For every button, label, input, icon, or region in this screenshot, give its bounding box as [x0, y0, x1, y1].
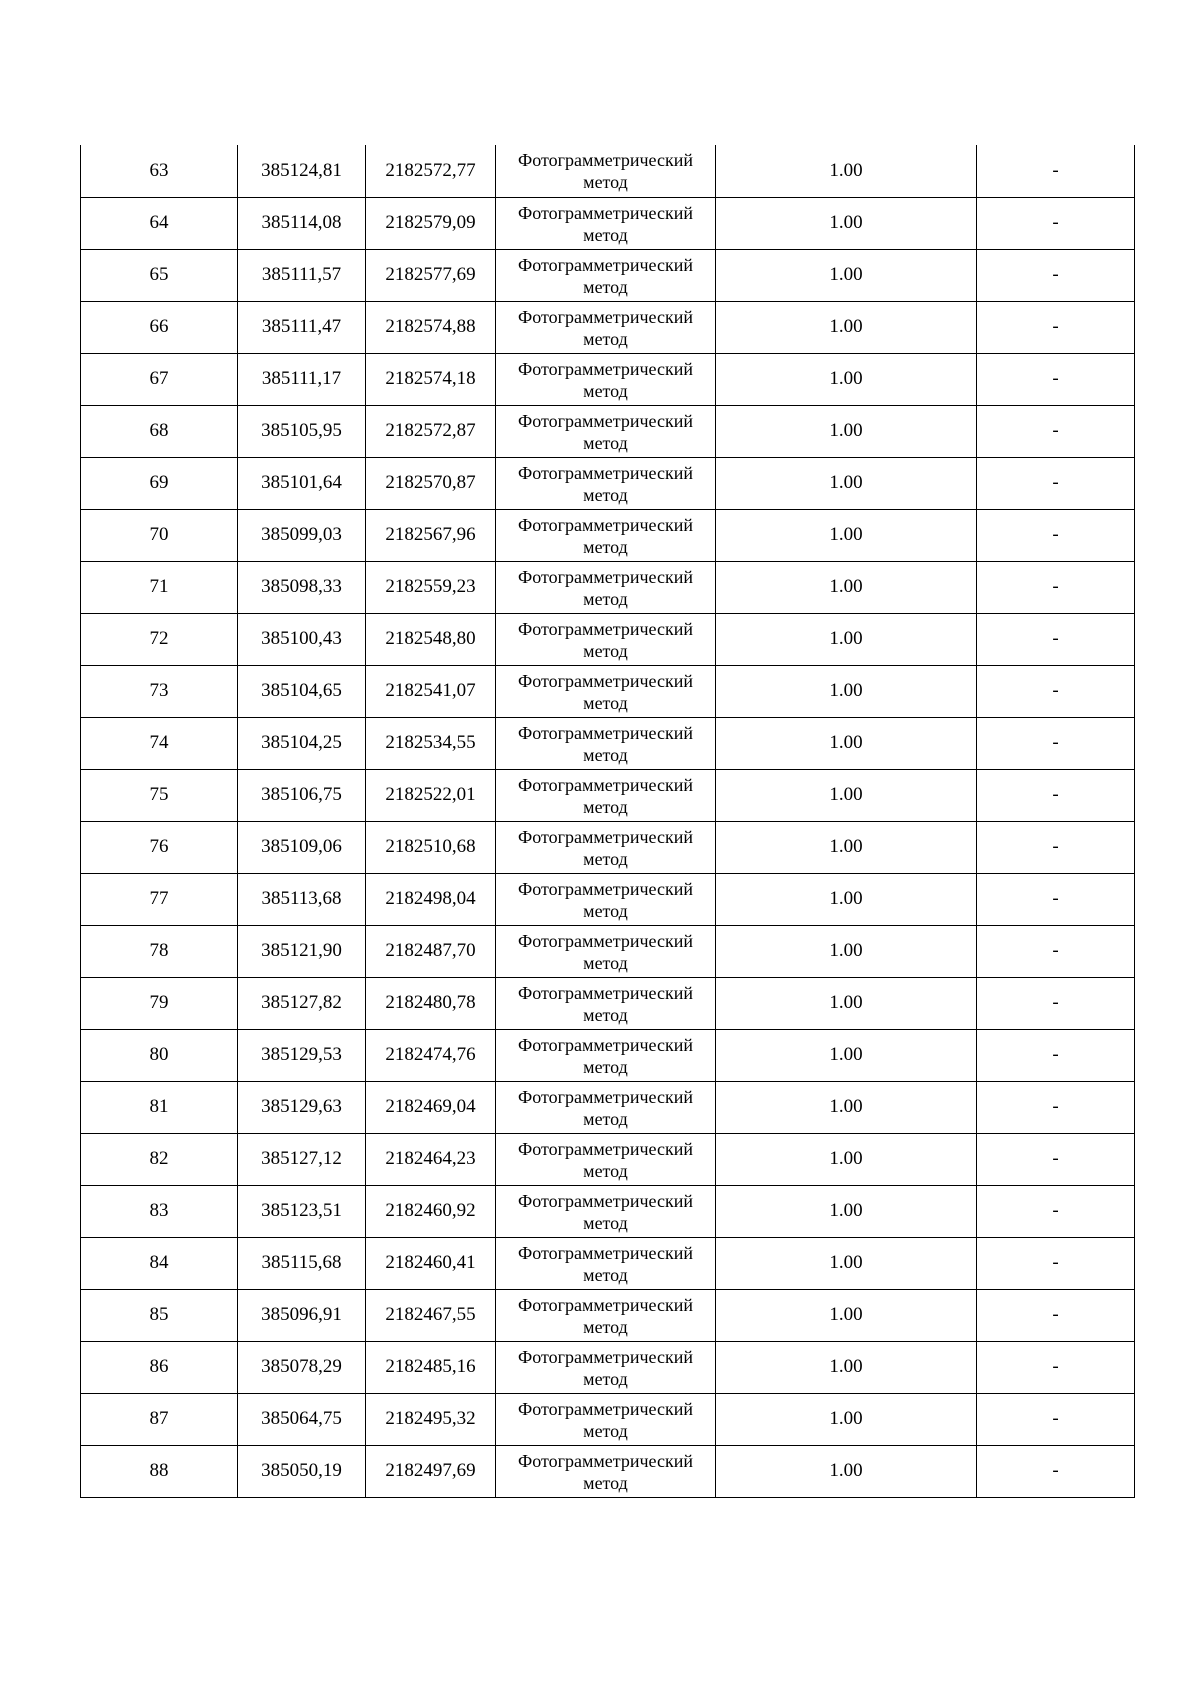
method-line-1: Фотограмметрический [518, 1346, 693, 1367]
point-number-cell: 78 [81, 925, 238, 977]
point-number-cell: 79 [81, 977, 238, 1029]
y-coordinate-cell: 2182570,87 [366, 457, 496, 509]
precision-cell: 1.00 [716, 1289, 977, 1341]
method-line-2: метод [583, 276, 628, 297]
method-line-1: Фотограмметрический [518, 930, 693, 951]
method-line-1: Фотограмметрический [518, 1034, 693, 1055]
table-row [81, 665, 1135, 717]
method-line-1: Фотограмметрический [518, 722, 693, 743]
method-cell [496, 821, 716, 873]
method-line-1: Фотограмметрический [518, 514, 693, 535]
x-coordinate-cell: 385106,75 [238, 769, 366, 821]
point-number-cell: 64 [81, 197, 238, 249]
table-row [81, 1029, 1135, 1081]
x-coordinate-cell: 385115,68 [238, 1237, 366, 1289]
point-number-cell: 65 [81, 249, 238, 301]
table-row [81, 717, 1135, 769]
point-number-cell: 83 [81, 1185, 238, 1237]
x-coordinate-cell: 385121,90 [238, 925, 366, 977]
note-cell: - [977, 1341, 1135, 1393]
note-cell: - [977, 1185, 1135, 1237]
method-line-1: Фотограмметрический [518, 618, 693, 639]
y-coordinate-cell: 2182510,68 [366, 821, 496, 873]
method-line-2: метод [583, 328, 628, 349]
method-line-1: Фотограмметрический [518, 878, 693, 899]
method-cell [496, 1081, 716, 1133]
method-line-1: Фотограмметрический [518, 774, 693, 795]
point-number-cell: 71 [81, 561, 238, 613]
y-coordinate-cell: 2182579,09 [366, 197, 496, 249]
point-number-cell: 74 [81, 717, 238, 769]
method-line-1: Фотограмметрический [518, 566, 693, 587]
method-cell [496, 1289, 716, 1341]
method-line-1: Фотограмметрический [518, 670, 693, 691]
y-coordinate-cell: 2182498,04 [366, 873, 496, 925]
note-cell: - [977, 249, 1135, 301]
method-line-2: метод [583, 952, 628, 973]
method-cell [496, 1445, 716, 1497]
table-row [81, 925, 1135, 977]
table-row [81, 1289, 1135, 1341]
method-cell [496, 353, 716, 405]
method-cell [496, 977, 716, 1029]
method-line-2: метод [583, 1004, 628, 1025]
precision-cell: 1.00 [716, 1341, 977, 1393]
x-coordinate-cell: 385127,12 [238, 1133, 366, 1185]
method-line-1: Фотограмметрический [518, 150, 693, 171]
method-line-2: метод [583, 224, 628, 245]
method-cell [496, 1185, 716, 1237]
x-coordinate-cell: 385111,57 [238, 249, 366, 301]
table-row [81, 1341, 1135, 1393]
note-cell: - [977, 1133, 1135, 1185]
method-line-2: метод [583, 1316, 628, 1337]
x-coordinate-cell: 385114,08 [238, 197, 366, 249]
method-line-1: Фотограмметрический [518, 1294, 693, 1315]
method-line-1: Фотограмметрический [518, 1242, 693, 1263]
table-row [81, 457, 1135, 509]
precision-cell: 1.00 [716, 1393, 977, 1445]
x-coordinate-cell: 385078,29 [238, 1341, 366, 1393]
method-cell [496, 457, 716, 509]
method-line-1: Фотограмметрический [518, 306, 693, 327]
coordinates-table-body [81, 145, 1135, 1497]
point-number-cell: 70 [81, 509, 238, 561]
precision-cell: 1.00 [716, 1237, 977, 1289]
method-cell [496, 1341, 716, 1393]
precision-cell: 1.00 [716, 145, 977, 197]
y-coordinate-cell: 2182541,07 [366, 665, 496, 717]
method-cell [496, 925, 716, 977]
method-line-2: метод [583, 484, 628, 505]
note-cell: - [977, 457, 1135, 509]
table-row [81, 1081, 1135, 1133]
method-line-2: метод [583, 380, 628, 401]
method-line-1: Фотограмметрический [518, 462, 693, 483]
y-coordinate-cell: 2182572,87 [366, 405, 496, 457]
y-coordinate-cell: 2182567,96 [366, 509, 496, 561]
method-line-1: Фотограмметрический [518, 826, 693, 847]
note-cell: - [977, 1393, 1135, 1445]
note-cell: - [977, 1029, 1135, 1081]
x-coordinate-cell: 385098,33 [238, 561, 366, 613]
precision-cell: 1.00 [716, 301, 977, 353]
x-coordinate-cell: 385129,63 [238, 1081, 366, 1133]
method-line-2: метод [583, 536, 628, 557]
table-row [81, 1237, 1135, 1289]
note-cell: - [977, 561, 1135, 613]
method-line-2: метод [583, 432, 628, 453]
method-cell [496, 717, 716, 769]
method-line-2: метод [583, 1420, 628, 1441]
x-coordinate-cell: 385123,51 [238, 1185, 366, 1237]
method-line-2: метод [583, 172, 628, 193]
x-coordinate-cell: 385129,53 [238, 1029, 366, 1081]
coordinates-table-container [80, 145, 1134, 1498]
x-coordinate-cell: 385109,06 [238, 821, 366, 873]
method-line-2: метод [583, 1264, 628, 1285]
method-line-1: Фотограмметрический [518, 1450, 693, 1471]
method-cell [496, 197, 716, 249]
note-cell: - [977, 717, 1135, 769]
precision-cell: 1.00 [716, 353, 977, 405]
note-cell: - [977, 197, 1135, 249]
table-row [81, 509, 1135, 561]
y-coordinate-cell: 2182572,77 [366, 145, 496, 197]
precision-cell: 1.00 [716, 405, 977, 457]
x-coordinate-cell: 385113,68 [238, 873, 366, 925]
point-number-cell: 80 [81, 1029, 238, 1081]
table-row [81, 301, 1135, 353]
x-coordinate-cell: 385111,17 [238, 353, 366, 405]
point-number-cell: 86 [81, 1341, 238, 1393]
x-coordinate-cell: 385124,81 [238, 145, 366, 197]
x-coordinate-cell: 385100,43 [238, 613, 366, 665]
y-coordinate-cell: 2182487,70 [366, 925, 496, 977]
method-line-2: метод [583, 640, 628, 661]
note-cell: - [977, 301, 1135, 353]
method-line-2: метод [583, 1212, 628, 1233]
y-coordinate-cell: 2182474,76 [366, 1029, 496, 1081]
method-cell [496, 769, 716, 821]
precision-cell: 1.00 [716, 821, 977, 873]
y-coordinate-cell: 2182548,80 [366, 613, 496, 665]
method-line-2: метод [583, 588, 628, 609]
x-coordinate-cell: 385105,95 [238, 405, 366, 457]
precision-cell: 1.00 [716, 1029, 977, 1081]
note-cell: - [977, 1289, 1135, 1341]
x-coordinate-cell: 385064,75 [238, 1393, 366, 1445]
point-number-cell: 75 [81, 769, 238, 821]
x-coordinate-cell: 385096,91 [238, 1289, 366, 1341]
x-coordinate-cell: 385104,25 [238, 717, 366, 769]
table-row [81, 249, 1135, 301]
method-cell [496, 509, 716, 561]
precision-cell: 1.00 [716, 665, 977, 717]
y-coordinate-cell: 2182469,04 [366, 1081, 496, 1133]
note-cell: - [977, 873, 1135, 925]
table-row [81, 613, 1135, 665]
point-number-cell: 87 [81, 1393, 238, 1445]
method-line-2: метод [583, 900, 628, 921]
point-number-cell: 82 [81, 1133, 238, 1185]
table-row [81, 1185, 1135, 1237]
precision-cell: 1.00 [716, 1445, 977, 1497]
y-coordinate-cell: 2182534,55 [366, 717, 496, 769]
method-cell [496, 1237, 716, 1289]
point-number-cell: 88 [81, 1445, 238, 1497]
point-number-cell: 77 [81, 873, 238, 925]
table-row [81, 353, 1135, 405]
x-coordinate-cell: 385099,03 [238, 509, 366, 561]
method-line-1: Фотограмметрический [518, 202, 693, 223]
method-line-1: Фотограмметрический [518, 1398, 693, 1419]
note-cell: - [977, 1081, 1135, 1133]
note-cell: - [977, 613, 1135, 665]
x-coordinate-cell: 385127,82 [238, 977, 366, 1029]
point-number-cell: 63 [81, 145, 238, 197]
method-cell [496, 665, 716, 717]
y-coordinate-cell: 2182574,18 [366, 353, 496, 405]
method-line-2: метод [583, 1368, 628, 1389]
y-coordinate-cell: 2182480,78 [366, 977, 496, 1029]
y-coordinate-cell: 2182559,23 [366, 561, 496, 613]
note-cell: - [977, 145, 1135, 197]
method-cell [496, 613, 716, 665]
method-line-2: метод [583, 744, 628, 765]
precision-cell: 1.00 [716, 509, 977, 561]
table-row [81, 821, 1135, 873]
coordinates-table [80, 145, 1135, 1498]
method-cell [496, 1029, 716, 1081]
y-coordinate-cell: 2182464,23 [366, 1133, 496, 1185]
y-coordinate-cell: 2182497,69 [366, 1445, 496, 1497]
method-line-1: Фотограмметрический [518, 254, 693, 275]
note-cell: - [977, 977, 1135, 1029]
table-row [81, 561, 1135, 613]
precision-cell: 1.00 [716, 197, 977, 249]
note-cell: - [977, 1237, 1135, 1289]
method-cell [496, 873, 716, 925]
x-coordinate-cell: 385050,19 [238, 1445, 366, 1497]
y-coordinate-cell: 2182577,69 [366, 249, 496, 301]
x-coordinate-cell: 385101,64 [238, 457, 366, 509]
precision-cell: 1.00 [716, 561, 977, 613]
point-number-cell: 73 [81, 665, 238, 717]
table-row [81, 977, 1135, 1029]
point-number-cell: 81 [81, 1081, 238, 1133]
precision-cell: 1.00 [716, 457, 977, 509]
method-cell [496, 1393, 716, 1445]
table-row [81, 197, 1135, 249]
y-coordinate-cell: 2182574,88 [366, 301, 496, 353]
x-coordinate-cell: 385111,47 [238, 301, 366, 353]
precision-cell: 1.00 [716, 769, 977, 821]
point-number-cell: 69 [81, 457, 238, 509]
note-cell: - [977, 665, 1135, 717]
method-line-2: метод [583, 1160, 628, 1181]
note-cell: - [977, 353, 1135, 405]
precision-cell: 1.00 [716, 873, 977, 925]
method-line-2: метод [583, 692, 628, 713]
point-number-cell: 67 [81, 353, 238, 405]
method-line-2: метод [583, 1108, 628, 1129]
method-cell [496, 405, 716, 457]
precision-cell: 1.00 [716, 1185, 977, 1237]
note-cell: - [977, 509, 1135, 561]
y-coordinate-cell: 2182522,01 [366, 769, 496, 821]
y-coordinate-cell: 2182495,32 [366, 1393, 496, 1445]
method-cell [496, 301, 716, 353]
table-row [81, 145, 1135, 197]
table-row [81, 1393, 1135, 1445]
precision-cell: 1.00 [716, 977, 977, 1029]
precision-cell: 1.00 [716, 249, 977, 301]
method-line-1: Фотограмметрический [518, 982, 693, 1003]
method-line-1: Фотограмметрический [518, 358, 693, 379]
point-number-cell: 85 [81, 1289, 238, 1341]
method-line-1: Фотограмметрический [518, 1138, 693, 1159]
y-coordinate-cell: 2182485,16 [366, 1341, 496, 1393]
y-coordinate-cell: 2182460,41 [366, 1237, 496, 1289]
precision-cell: 1.00 [716, 1133, 977, 1185]
table-row [81, 769, 1135, 821]
method-line-1: Фотограмметрический [518, 410, 693, 431]
method-line-2: метод [583, 1472, 628, 1493]
method-line-2: метод [583, 848, 628, 869]
method-cell [496, 249, 716, 301]
table-row [81, 873, 1135, 925]
y-coordinate-cell: 2182460,92 [366, 1185, 496, 1237]
method-line-1: Фотограмметрический [518, 1086, 693, 1107]
point-number-cell: 72 [81, 613, 238, 665]
point-number-cell: 76 [81, 821, 238, 873]
method-line-1: Фотограмметрический [518, 1190, 693, 1211]
precision-cell: 1.00 [716, 925, 977, 977]
point-number-cell: 66 [81, 301, 238, 353]
method-line-2: метод [583, 796, 628, 817]
x-coordinate-cell: 385104,65 [238, 665, 366, 717]
note-cell: - [977, 405, 1135, 457]
y-coordinate-cell: 2182467,55 [366, 1289, 496, 1341]
method-cell [496, 561, 716, 613]
precision-cell: 1.00 [716, 717, 977, 769]
point-number-cell: 68 [81, 405, 238, 457]
method-cell [496, 145, 716, 197]
method-line-2: метод [583, 1056, 628, 1077]
precision-cell: 1.00 [716, 1081, 977, 1133]
point-number-cell: 84 [81, 1237, 238, 1289]
precision-cell: 1.00 [716, 613, 977, 665]
note-cell: - [977, 769, 1135, 821]
note-cell: - [977, 925, 1135, 977]
note-cell: - [977, 1445, 1135, 1497]
table-row [81, 1133, 1135, 1185]
method-cell [496, 1133, 716, 1185]
table-row [81, 1445, 1135, 1497]
note-cell: - [977, 821, 1135, 873]
table-row [81, 405, 1135, 457]
